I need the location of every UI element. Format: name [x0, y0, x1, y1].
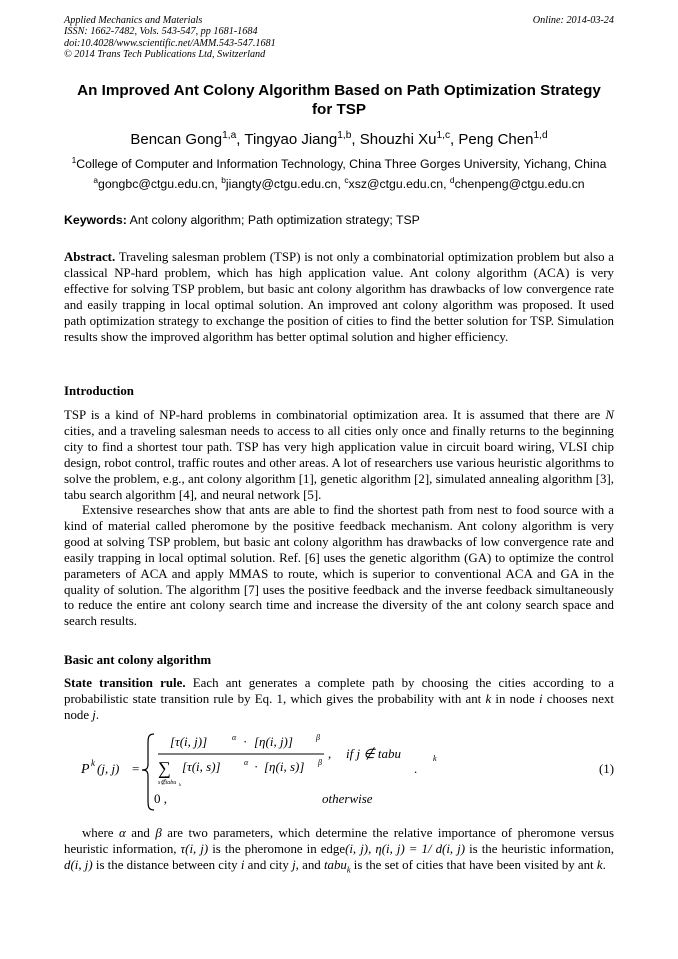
text-run: is the distance between city [92, 857, 241, 872]
equation-1 [78, 730, 618, 812]
online-date: Online: 2014-03-24 [532, 15, 614, 26]
eq-lhs-args: (j, j) [97, 761, 120, 776]
abstract-label: Abstract. [64, 250, 116, 264]
math-var: tabu [323, 857, 347, 872]
email-sup: a [93, 174, 98, 185]
math-var: j [292, 857, 296, 872]
math-var: j [92, 707, 96, 722]
math-var: k [596, 857, 603, 872]
math-var: N [605, 408, 614, 422]
eq-den-tau: [τ(i, s)] [182, 759, 221, 774]
title-line-1: An Improved Ant Colony Algorithm Based on Path Optimization Strategy [77, 82, 601, 99]
math-var: i [240, 857, 245, 872]
abstract-text: Traveling salesman problem (TSP) is not only a combinatorial optimization problem but also a classical NP-hard problem, which has high application value. Ant colony algorithm (ACA) is very effective for solving TSP problem, but basic ant colony algorithm has drawbacks of low convergence rate and easily trapping in local optimal solution. An improved ant colony algorithm was proposed. It used path optimization strategy to exchange the position of cities to find the better solution for TSP. Simulation results show the improved algorithm has better optimal solution and higher efficiency. [64, 250, 614, 344]
math-var: i [538, 691, 543, 706]
journal-issn: ISSN: 1662-7482, Vols. 543-547, pp 1681-1684 [64, 26, 258, 38]
intro-paragraph-1 [64, 408, 614, 503]
text-run: are two parameters, which determine the relative importance of pheromone versus heuristic information, [64, 826, 614, 856]
author-name: Shouzhi Xu [359, 131, 437, 148]
journal-name: Applied Mechanics and Materials [64, 15, 203, 26]
text-run: is the pheromone in edge [208, 841, 346, 856]
email-address[interactable]: gongbc@ctgu.edu.cn [98, 177, 215, 191]
section-heading-introduction: Introduction [64, 384, 134, 398]
eq-num-dot: · [243, 734, 248, 749]
email-list: $^a$gongbc@ctgu.edu.cn, $^b$jiangty@ctgu.edu.cn, $^c$xsz@ctgu.edu.cn, $^d$chenpeng@ctgu.edu.cn [93, 174, 585, 191]
author-sup: 1,d [533, 130, 548, 141]
eq-cond-1-sub: k [433, 754, 437, 763]
where-paragraph [64, 826, 614, 878]
text-run: and city [244, 857, 293, 872]
eq-zero: 0 , [154, 791, 167, 806]
eq-sum-sub: s∉tabu [158, 780, 177, 786]
author-name: Bencan Gong [130, 131, 223, 148]
eq-brace [142, 734, 154, 810]
author-name: Peng Chen [458, 131, 534, 148]
text-run: Each ant generates a complete path by choosing the cities according to a probabilistic state transition rule by Eq. 1, which gives the probability with ant [64, 676, 614, 706]
section-heading-basic-aca: Basic ant colony algorithm [64, 653, 212, 667]
text-run: TSP is a kind of NP-hard problems in combinatorial optimization area. It is assumed that there are [64, 408, 606, 422]
eq-cond-2: otherwise [322, 791, 373, 806]
text-run: is the heuristic information, [465, 841, 614, 856]
math-expr: η(i, j) = 1/ d(i, j) [375, 841, 466, 856]
affiliation [64, 154, 614, 171]
author-name: Tingyao Jiang [244, 131, 338, 148]
text-run: , [368, 841, 376, 856]
journal-header [64, 15, 276, 60]
eq-period: . [414, 761, 418, 776]
email-address[interactable]: jiangty@ctgu.edu.cn [225, 177, 338, 191]
eq-den-beta: β [318, 758, 322, 767]
keywords-label: Keywords: [64, 213, 127, 227]
author-sup: 1,b [337, 130, 352, 141]
email-sup: c [344, 174, 349, 185]
state-transition-paragraph [64, 676, 614, 724]
math-sub: k [346, 865, 351, 875]
eq-cond-1: if j ∉ tabu [346, 746, 402, 761]
eq-num-eta: [η(i, j)] [254, 734, 293, 749]
eq-num-beta: β [316, 733, 320, 742]
text-run: . [95, 707, 100, 722]
keywords [64, 213, 420, 227]
eq-sum: ∑ [158, 758, 171, 778]
email-sup: d [449, 174, 455, 185]
keywords-text: Ant colony algorithm; Path optimization strategy; TSP [129, 213, 420, 227]
text-run: is the set of cities that have been visited by ant [350, 857, 597, 872]
paper-title [50, 81, 628, 119]
author-sup: 1,c [436, 130, 451, 141]
journal-doi[interactable]: doi:10.4028/www.scientific.net/AMM.543-547.1681 [64, 37, 276, 49]
eq-den-alpha: α [244, 758, 249, 767]
eq-num-tau: [τ(i, j)] [170, 734, 208, 749]
affiliation-sup: 1 [71, 154, 77, 165]
journal-copyright: © 2014 Trans Tech Publications Ltd, Switzerland [64, 48, 266, 60]
text-run: , and [295, 857, 324, 872]
eq-num-alpha: α [232, 733, 237, 742]
abstract [64, 250, 614, 345]
state-rule-label: State transition rule. [64, 676, 186, 690]
equation-number: (1) [598, 762, 614, 776]
math-expr: τ(i, j) [180, 841, 209, 856]
eq-comma: , [328, 746, 332, 761]
text-run: cities, and a traveling salesman needs to access to all cities only once and finally returns to the beginning city to find a shortest tour path. TSP has very high application value in circuit board wiring, VLSI chip design, robot control, traffic routes and other areas. A lot of researchers use various heuristic algorithms to solve the problem, e.g., ant colony algorithm [1], genetic algorithm [2], simulated annealing algorithm [3], tabu search algorithm [4], and neural network [5]. [64, 423, 614, 502]
email-sup: b [221, 174, 226, 185]
math-expr: (i, j) [345, 841, 369, 856]
email-address[interactable]: chenpeng@ctgu.edu.cn [454, 177, 585, 191]
author-sup: 1,a [222, 130, 237, 141]
text-run: . [602, 857, 606, 872]
math-var: β [155, 826, 162, 840]
text-run: chooses next node [64, 691, 614, 722]
eq-sum-sub-k: k [179, 782, 181, 787]
intro-paragraph-2: Extensive researches show that ants are able to find the shortest path from nest to food source with a kind of material called pheromone by the positive feedback mechanism. Ant colony algorithm is very good at solving TSP problem, but basic ant colony algorithm has drawbacks of low convergence rate and easily trapping in local optimal solution. Ref. [6] uses the genetic algorithm (GA) to optimize the control parameters of ACA and apply MMAS to route, which is superior to conventional ACA and GA in the quality of solution. The algorithm [7] uses the positive feedback and the inverse feedback simultaneously to reduce the entire ant colony search time and increase the diversity of the ant colony search space and search results. [64, 503, 614, 629]
text-run: and [125, 826, 156, 840]
eq-equals: = [132, 761, 140, 776]
math-var: α [118, 826, 126, 840]
title-line-2: for TSP [311, 101, 366, 118]
math-var: k [485, 691, 492, 706]
email-address[interactable]: xsz@ctgu.edu.cn [348, 177, 444, 191]
math-expr: d(i, j) [64, 857, 93, 872]
eq-den-dot: · [254, 759, 259, 774]
eq-lhs-sup: k [91, 758, 95, 768]
text-run: where [82, 826, 119, 840]
affiliation-text: College of Computer and Information Technology, China Three Gorges University, Yichang, China [76, 157, 607, 171]
eq-lhs: P [81, 762, 90, 777]
eq-den-eta: [η(i, s)] [264, 759, 305, 774]
author-list: Bencan Gong$^{1,a}$, Tingyao Jiang$^{1,b}$, Shouzhi Xu$^{1,c}$, Peng Chen$^{1,d}$ [130, 130, 548, 148]
text-run: in node [491, 691, 539, 706]
